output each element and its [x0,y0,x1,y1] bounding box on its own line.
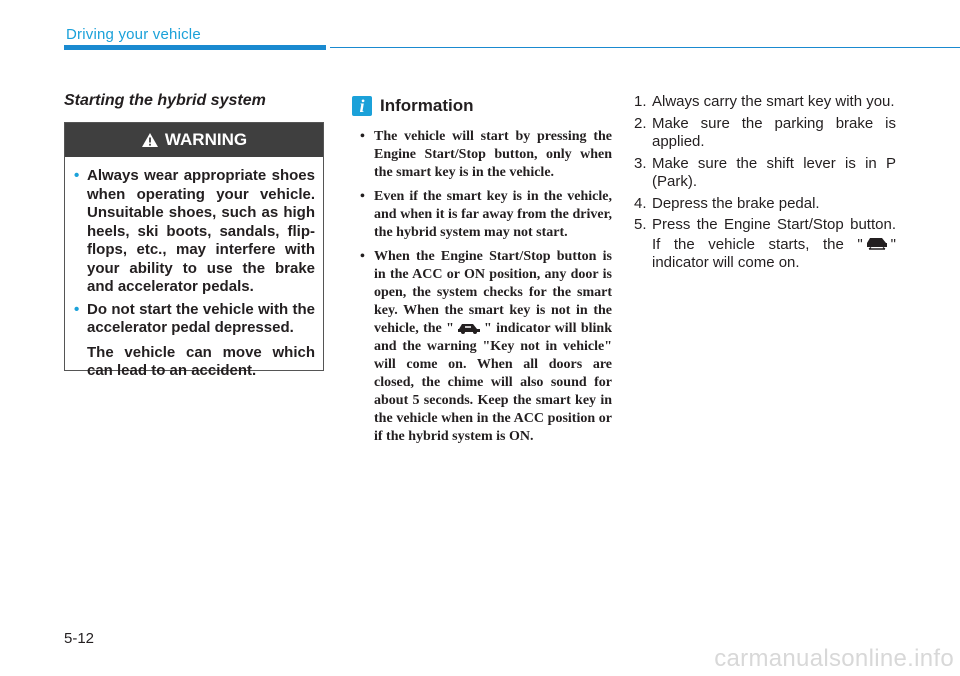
left-column [64,92,326,379]
page-number: 5-12 [64,630,95,647]
info-item: • When the Engine Start/Stop button is in the ACC or ON position, any door is open, the system checks for the smart key. When the smart key is not in the vehicle, the " " indicator will blink and the warning "Key not in vehicle" will come on. When all doors are closed, the chime will also sound for about 5 seconds. Keep the smart key in the vehicle when in the ACC position or if the hybrid system is ON. [360,249,612,444]
information-header [352,96,612,116]
warning-box [64,122,324,379]
warning-title: WARNING [164,130,248,149]
car-ready-indicator-icon [865,235,889,251]
warning-item: • Always wear appropriate shoes when operating your vehicle. Unsuitable shoes, such as high heels, ski boots, sandals, flip-flops, etc., may interfere with your ability to use the brake and accelerator pedals. [74,167,315,295]
warning-note: The vehicle can move which can lead to an accident. [87,343,315,379]
warning-triangle-icon [141,132,159,148]
warning-item: • Do not start the vehicle with the accelerator pedal depressed. [74,300,315,336]
info-item: • The vehicle will start by pressing the Engine Start/Stop button, only when the smart key is in the vehicle. [360,129,612,180]
watermark: carmanualsonline.info [714,645,954,672]
bullet-dot: • [74,167,80,184]
warning-header [65,123,323,157]
info-icon: i [352,96,372,116]
subheading: Starting the hybrid system [64,92,266,109]
section-title: Driving your vehicle [66,26,201,43]
car-key-indicator-icon [456,321,482,334]
bullet-dot: • [74,300,80,318]
step-item: 3. Make sure the shift lever is in P (Park). [634,154,896,190]
step-item: 1. Always carry the smart key with you. [634,93,895,110]
step-item: 5. Press the Engine Start/Stop button. If the vehicle starts, the " " indicator will come on. [634,216,896,271]
header-rule-thin [330,47,960,48]
header-rule-thick [64,45,326,50]
info-item: • Even if the smart key is in the vehicle, and when it is far away from the driver, the hybrid system may not start. [360,189,612,240]
steps-column [634,93,896,276]
step-item: 4. Depress the brake pedal. [634,194,820,212]
information-title: Information [380,96,474,115]
information-column [352,96,612,452]
step-item: 2. Make sure the parking brake is applied. [634,114,896,150]
